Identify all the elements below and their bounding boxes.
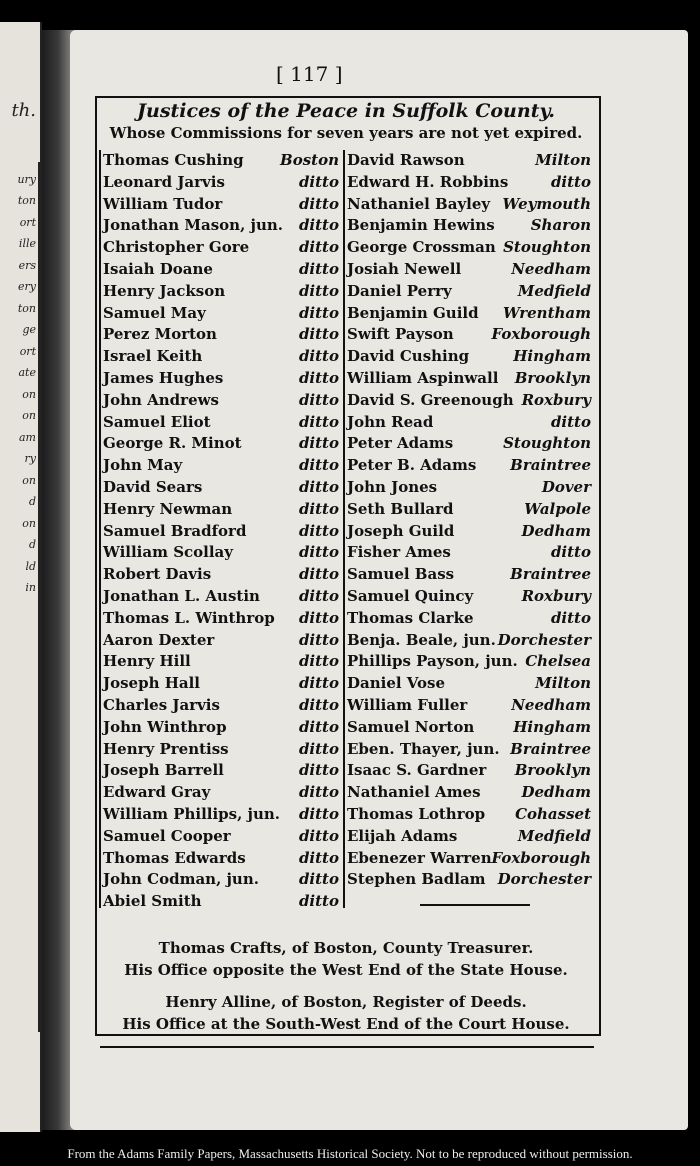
- justice-row: [347, 215, 591, 236]
- justice-row: [347, 172, 591, 193]
- justice-row: [103, 891, 339, 912]
- justice-name: Abiel Smith: [103, 892, 202, 911]
- facing-page-fragment: on: [22, 387, 36, 401]
- justice-row: [103, 651, 339, 672]
- justice-row: [103, 499, 339, 520]
- table-subtitle: Whose Commissions for seven years are not yet expired.: [109, 124, 583, 142]
- justice-row: [347, 673, 591, 694]
- justice-name: Benjamin Guild: [347, 303, 479, 322]
- justice-town: ditto: [298, 456, 339, 475]
- justice-row: [347, 194, 591, 215]
- column-end-rule: [420, 904, 530, 906]
- justice-row: [103, 194, 339, 215]
- column-divider: [343, 150, 345, 908]
- justice-name: Thomas L. Winthrop: [103, 608, 275, 627]
- justice-row: [347, 368, 591, 389]
- justice-row: [103, 848, 339, 869]
- justice-row: [103, 390, 339, 411]
- justice-row: [103, 455, 339, 476]
- justice-row: [347, 869, 591, 890]
- justice-row: [103, 608, 339, 629]
- justice-town: ditto: [550, 412, 591, 431]
- justice-town: ditto: [550, 543, 591, 562]
- justice-town: Sharon: [530, 216, 591, 235]
- justice-town: Dedham: [521, 521, 591, 540]
- justice-name: James Hughes: [103, 369, 224, 387]
- justice-name: Joseph Barrell: [103, 761, 224, 780]
- justice-town: Milton: [535, 674, 591, 693]
- justice-town: ditto: [298, 630, 339, 649]
- justice-town: Brooklyn: [514, 369, 591, 387]
- justice-row: [103, 782, 339, 803]
- justice-name: Thomas Cushing: [103, 151, 244, 169]
- justice-row: [103, 215, 339, 236]
- justice-row: [103, 281, 339, 302]
- justice-row: [347, 346, 591, 367]
- justice-name: Samuel Norton: [347, 717, 475, 736]
- justice-name: Benja. Beale, jun.: [347, 630, 496, 649]
- justice-town: ditto: [298, 587, 339, 605]
- justice-row: [347, 237, 591, 258]
- facing-page-fragment: ort: [19, 344, 36, 358]
- justice-row: [103, 346, 339, 367]
- justice-row: [347, 150, 591, 171]
- justice-town: Wrentham: [503, 303, 591, 322]
- justice-town: Braintree: [510, 456, 591, 475]
- justice-town: ditto: [298, 478, 339, 496]
- register-office-note: His Office at the South-West End of the Court House.: [122, 1015, 570, 1033]
- justice-town: Weymouth: [502, 194, 591, 213]
- facing-page-fragment: ury: [17, 172, 36, 186]
- justice-row: [103, 477, 339, 498]
- justice-town: Brooklyn: [514, 761, 591, 780]
- facing-page-fragment: ge: [22, 323, 36, 336]
- justice-name: Christopher Gore: [103, 238, 250, 257]
- justice-row: [347, 608, 591, 629]
- justice-name: Jonathan Mason, jun.: [103, 216, 283, 235]
- justice-row: [103, 739, 339, 760]
- justice-town: ditto: [298, 543, 339, 562]
- justice-name: Thomas Lothrop: [347, 805, 486, 823]
- justice-row: [103, 150, 339, 171]
- justice-town: ditto: [298, 783, 339, 802]
- justice-name: Peter Adams: [347, 434, 454, 453]
- justice-name: Thomas Edwards: [103, 848, 246, 867]
- justice-name: Josiah Newell: [347, 260, 462, 278]
- justice-name: Daniel Perry: [347, 281, 452, 300]
- justice-name: Robert Davis: [103, 565, 212, 584]
- justice-town: ditto: [298, 369, 339, 387]
- table-title: Justices of the Peace in Suffolk County.: [137, 100, 555, 122]
- facing-page-fragment: d: [28, 495, 36, 508]
- facing-page-fragment: ry: [24, 452, 36, 465]
- justice-row: [347, 717, 591, 738]
- justice-town: ditto: [298, 434, 339, 453]
- justice-town: Needham: [511, 260, 591, 278]
- justice-name: William Tudor: [103, 194, 223, 213]
- justice-town: ditto: [550, 608, 591, 627]
- justice-name: William Phillips, jun.: [103, 805, 281, 823]
- justice-town: Dorchester: [497, 870, 591, 889]
- justice-row: [103, 630, 339, 651]
- facing-page-fragment: on: [22, 409, 36, 422]
- facing-page-fragment: ers: [18, 258, 36, 272]
- justice-town: ditto: [298, 390, 339, 409]
- justice-town: Dedham: [521, 783, 591, 802]
- justice-town: Walpole: [524, 499, 591, 518]
- justice-town: ditto: [298, 565, 339, 584]
- justice-row: [347, 630, 591, 651]
- justice-town: ditto: [298, 172, 339, 191]
- justice-row: [103, 695, 339, 716]
- justice-row: [103, 237, 339, 258]
- treasurer-note: Thomas Crafts, of Boston, County Treasurer.: [158, 939, 534, 957]
- justice-town: Milton: [535, 151, 591, 169]
- justice-row: [347, 848, 591, 869]
- justice-row: [347, 586, 591, 607]
- justice-name: Stephen Badlam: [347, 870, 486, 889]
- justice-town: ditto: [298, 739, 339, 758]
- justice-row: [347, 782, 591, 803]
- justice-name: David Cushing: [347, 347, 470, 366]
- justice-town: Hingham: [513, 347, 591, 366]
- justice-row: [347, 521, 591, 542]
- justice-row: [103, 259, 339, 280]
- justice-row: [347, 455, 591, 476]
- justice-name: Eben. Thayer, jun.: [347, 739, 500, 758]
- justice-town: ditto: [298, 347, 339, 366]
- justice-town: Medfield: [517, 281, 591, 300]
- justice-name: William Scollay: [103, 543, 233, 562]
- justice-town: ditto: [298, 892, 339, 911]
- facing-page-fragment: ton: [17, 194, 36, 207]
- justice-town: Foxborough: [491, 848, 591, 867]
- justice-row: [103, 760, 339, 781]
- justice-town: Medfield: [517, 826, 591, 845]
- facing-page-fragment: on: [22, 516, 36, 530]
- justice-town: ditto: [298, 412, 339, 431]
- facing-page-fragment: ille: [18, 237, 36, 250]
- justice-name: John Andrews: [103, 390, 219, 409]
- justice-name: Nathaniel Ames: [347, 783, 481, 802]
- justice-name: Joseph Hall: [103, 674, 200, 693]
- justice-row: [347, 804, 591, 825]
- justice-town: Foxborough: [491, 325, 591, 344]
- justice-row: [103, 586, 339, 607]
- justice-name: Isaiah Doane: [103, 260, 213, 278]
- treasurer-office-note: His Office opposite the West End of the State House.: [124, 961, 568, 979]
- justice-row: [347, 324, 591, 345]
- justice-row: [347, 542, 591, 563]
- justice-name: George R. Minot: [103, 434, 242, 453]
- justice-name: Elijah Adams: [347, 826, 458, 845]
- justice-town: Hingham: [513, 717, 591, 736]
- facing-page-fragment: am: [19, 430, 36, 444]
- justice-town: Cohasset: [515, 805, 591, 823]
- justice-town: Boston: [280, 151, 339, 169]
- justice-name: Henry Prentiss: [103, 739, 229, 758]
- justice-town: ditto: [298, 870, 339, 889]
- justice-row: [347, 760, 591, 781]
- justice-name: Henry Jackson: [103, 281, 226, 300]
- justice-name: John May: [103, 456, 183, 475]
- justice-name: George Crossman: [347, 238, 496, 257]
- justice-town: Needham: [511, 696, 591, 714]
- justice-row: [347, 281, 591, 302]
- justice-name: Seth Bullard: [347, 499, 454, 518]
- justice-row: [347, 695, 591, 716]
- justice-town: Dorchester: [497, 630, 591, 649]
- justice-name: Edward H. Robbins: [347, 172, 509, 191]
- justice-name: Ebenezer Warren: [347, 848, 492, 867]
- bottom-rule: [100, 1046, 594, 1048]
- justice-town: ditto: [298, 826, 339, 845]
- justice-row: [347, 433, 591, 454]
- justice-town: ditto: [298, 608, 339, 627]
- justice-name: David S. Greenough: [347, 390, 514, 409]
- justice-name: Daniel Vose: [347, 674, 446, 693]
- justice-name: Nathaniel Bayley: [347, 194, 491, 213]
- justice-town: Chelsea: [525, 652, 591, 671]
- justice-name: Samuel Bass: [347, 565, 455, 584]
- justice-town: ditto: [298, 216, 339, 235]
- justice-row: [103, 303, 339, 324]
- justice-row: [347, 390, 591, 411]
- justice-name: Samuel Eliot: [103, 412, 211, 431]
- justice-row: [103, 368, 339, 389]
- justice-town: ditto: [298, 303, 339, 322]
- justice-row: [347, 564, 591, 585]
- justice-row: [347, 499, 591, 520]
- facing-page-fragment: on: [22, 473, 36, 487]
- justice-town: Roxbury: [521, 587, 591, 605]
- facing-page-fragment: th.: [11, 100, 36, 121]
- justice-town: ditto: [298, 805, 339, 823]
- justice-row: [103, 804, 339, 825]
- justice-row: [103, 717, 339, 738]
- justice-name: Israel Keith: [103, 347, 203, 366]
- justice-row: [103, 564, 339, 585]
- justice-town: Stoughton: [503, 238, 591, 257]
- justice-row: [347, 739, 591, 760]
- justice-name: Thomas Clarke: [347, 608, 474, 627]
- justice-row: [103, 542, 339, 563]
- justice-name: David Sears: [103, 478, 203, 496]
- justice-row: [347, 651, 591, 672]
- facing-page-fragment: ery: [18, 280, 36, 293]
- justice-name: William Aspinwall: [347, 369, 499, 387]
- register-note: Henry Alline, of Boston, Register of Deeds.: [165, 993, 527, 1011]
- justice-town: Dover: [541, 478, 591, 496]
- justice-town: ditto: [550, 172, 591, 191]
- justice-town: ditto: [298, 194, 339, 213]
- justice-name: Benjamin Hewins: [347, 216, 495, 235]
- justice-name: John Read: [347, 412, 434, 431]
- justice-name: Perez Morton: [103, 325, 217, 344]
- justice-name: Leonard Jarvis: [103, 172, 225, 191]
- page-number: [ 117 ]: [276, 62, 343, 86]
- facing-page-fragment: ate: [18, 366, 36, 379]
- justice-row: [103, 869, 339, 890]
- left-column-rule: [99, 150, 101, 908]
- facing-page-rule: [38, 162, 40, 1032]
- justice-row: [347, 826, 591, 847]
- justice-row: [103, 172, 339, 193]
- justice-row: [347, 259, 591, 280]
- justice-town: ditto: [298, 848, 339, 867]
- justice-row: [103, 521, 339, 542]
- justice-name: Samuel Cooper: [103, 826, 231, 845]
- justice-row: [347, 412, 591, 433]
- justice-name: David Rawson: [347, 151, 465, 169]
- justice-name: Edward Gray: [103, 783, 211, 802]
- justice-town: ditto: [298, 521, 339, 540]
- justice-row: [103, 826, 339, 847]
- justice-name: Isaac S. Gardner: [347, 761, 487, 780]
- facing-page-fragment: ld: [25, 559, 36, 573]
- justice-town: ditto: [298, 761, 339, 780]
- justice-name: John Codman, jun.: [103, 870, 259, 889]
- justice-row: [103, 433, 339, 454]
- justice-row: [347, 303, 591, 324]
- justice-row: [103, 673, 339, 694]
- justice-name: Joseph Guild: [347, 521, 455, 540]
- justice-row: [103, 324, 339, 345]
- justice-name: Aaron Dexter: [103, 630, 215, 649]
- justice-town: ditto: [298, 652, 339, 671]
- justice-name: Jonathan L. Austin: [103, 587, 260, 605]
- justice-town: ditto: [298, 499, 339, 518]
- justice-town: ditto: [298, 260, 339, 278]
- justice-row: [103, 412, 339, 433]
- facing-page-fragment: d: [28, 538, 36, 551]
- justice-row: [347, 477, 591, 498]
- justice-town: Stoughton: [503, 434, 591, 453]
- justice-town: ditto: [298, 696, 339, 714]
- copyright-footer: From the Adams Family Papers, Massachusetts Historical Society. Not to be reproduced without permission.: [67, 1146, 633, 1161]
- justice-town: ditto: [298, 325, 339, 344]
- justice-name: Samuel May: [103, 303, 206, 322]
- justice-name: Peter B. Adams: [347, 456, 477, 475]
- facing-page-edge: [0, 22, 42, 1132]
- justice-name: Henry Newman: [103, 499, 233, 518]
- justice-name: Charles Jarvis: [103, 696, 220, 714]
- justice-town: ditto: [298, 238, 339, 257]
- facing-page-fragment: in: [25, 581, 36, 594]
- justice-name: Henry Hill: [103, 652, 191, 671]
- justice-name: Samuel Quincy: [347, 587, 474, 605]
- facing-page-fragment: ort: [19, 215, 36, 229]
- justice-town: Braintree: [510, 739, 591, 758]
- justice-town: ditto: [298, 281, 339, 300]
- justice-town: ditto: [298, 717, 339, 736]
- justice-name: William Fuller: [347, 696, 468, 714]
- justice-town: ditto: [298, 674, 339, 693]
- justice-name: John Jones: [347, 478, 438, 496]
- justice-name: Samuel Bradford: [103, 521, 247, 540]
- facing-page-fragment: ton: [17, 301, 36, 315]
- justice-town: Braintree: [510, 565, 591, 584]
- justice-name: Swift Payson: [347, 325, 454, 344]
- justice-name: Phillips Payson, jun.: [347, 652, 518, 671]
- justice-name: Fisher Ames: [347, 543, 451, 562]
- justice-town: Roxbury: [521, 390, 591, 409]
- justice-name: John Winthrop: [103, 717, 227, 736]
